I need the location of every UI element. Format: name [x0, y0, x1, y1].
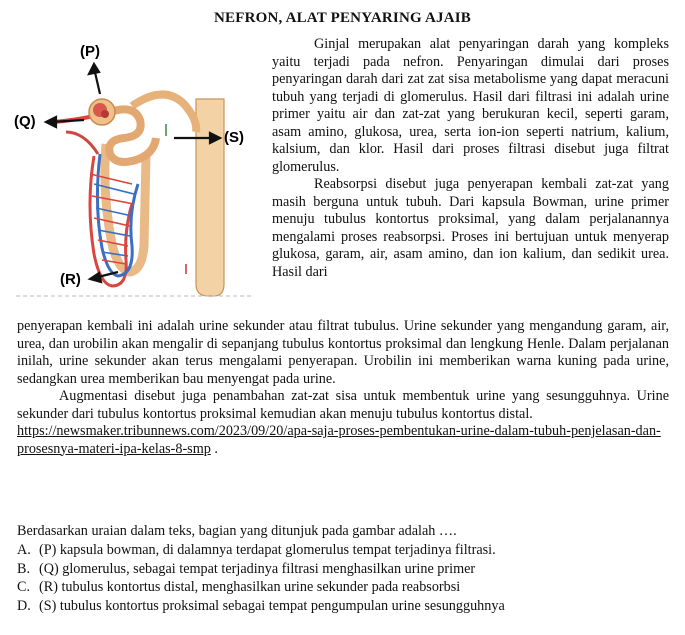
option-a[interactable] [17, 542, 669, 561]
option-text: (Q) glomerulus, sebagai tempat terjadinya filtrasi menghasilkan urine primer [39, 560, 476, 577]
option-letter: D. [17, 597, 31, 614]
paragraph-2-start: Reabsorpsi disebut juga penyerapan kembali zat-zat yang masih berguna untuk tubuh. Dari kapsula Bowman, urine primer menuju tubulus kontortus proksimal, yang dalam perjalanannya mengalami proses reabsorpsi. Proses ini bertujuan untuk menyerap glukosa, garam, air, asam amino, dan ion kalium, dan sedikit urea. Hasil dari [272, 176, 669, 280]
question-text: Berdasarkan uraian dalam teks, bagian yang ditunjuk pada gambar adalah …. [17, 523, 457, 539]
option-text: (R) tubulus kontortus distal, menghasilkan urine sekunder pada reabsorbsi [39, 579, 461, 595]
option-letter: A. [17, 542, 31, 558]
proximal-tubule-shape [109, 109, 156, 162]
source-link[interactable]: https://newsmaker.tribunnews.com/2023/09/20/apa-saja-proses-pembentukan-urine-dalam-tubuh-penjelasan-dan-prosesnya-materi-ipa-kelas-8-smp [17, 423, 661, 457]
label-r: (R) [60, 271, 81, 288]
full-text-column [17, 318, 669, 458]
option-letter: B. [17, 560, 31, 577]
option-b[interactable] [17, 561, 669, 580]
source-suffix: . [210, 440, 218, 457]
label-q: (Q) [14, 113, 36, 130]
option-text: (P) kapsula bowman, di dalamnya terdapat glomerulus tempat terjadinya filtrasi. [39, 542, 496, 558]
paragraph-2-continued: penyerapan kembali ini adalah urine sekunder atau filtrat tubulus. Urine sekunder yang mengandung garam, air, urea, dan urobilin akan mengalir di sepanjang tubulus kontortus proksimal dan lengkung Henle. Dalam perjalanan inilah, urine sekunder akan terus mengalami penyerapan. Urobilin ini memberikan warna kuning pada urine, sedangkan urea memberikan bau menyengat pada urine. [17, 318, 669, 387]
efferent-arteriole-shape [66, 132, 98, 154]
option-d[interactable] [17, 598, 669, 617]
option-c[interactable] [17, 579, 669, 598]
arrow-r-head [90, 273, 101, 282]
nephron-illustration [14, 34, 270, 306]
side-text-column [272, 36, 669, 281]
source-line [17, 423, 669, 458]
paragraph-3: Augmentasi disebut juga penambahan zat-zat sisa untuk membentuk urine yang sesungguhnya. Urine sekunder dari tubulus kontortus proksimal kemudian akan menuju tubulus kontortus distal. [17, 388, 669, 422]
answer-options [17, 542, 669, 616]
option-text: (S) tubulus kontortus proksimal sebagai tempat pengumpulan urine sesungguhnya [39, 597, 505, 614]
arrow-q-head [46, 117, 56, 127]
label-s: (S) [224, 129, 244, 146]
question-block [17, 523, 669, 541]
arrow-p-head [89, 64, 99, 74]
page-title: NEFRON, ALAT PENYARING AJAIB [213, 10, 472, 26]
nephron-figure [14, 34, 270, 306]
glomerulus-detail-shape [101, 110, 109, 118]
label-p: (P) [80, 43, 100, 60]
paragraph-1: Ginjal merupakan alat penyaringan darah yang kompleks yaitu terjadi pada nefron. Penyaringan dimulai dari proses penyaringan darah dari zat zat sisa metabolisme yang dapat meracuni tubuh yang terjadi di glomerulus. Hasil dari filtrasi ini adalah urine primer yaitu air dan zat-zat yang berukuran kecil, seperti garam, asam amino, glukosa, urea, serta ion-ion seperti natrium, kalium, kalsium, dan klor. Hasil dari proses filtrasi disebut juga filtrat glomerulus. [272, 36, 669, 175]
option-letter: C. [17, 579, 31, 595]
